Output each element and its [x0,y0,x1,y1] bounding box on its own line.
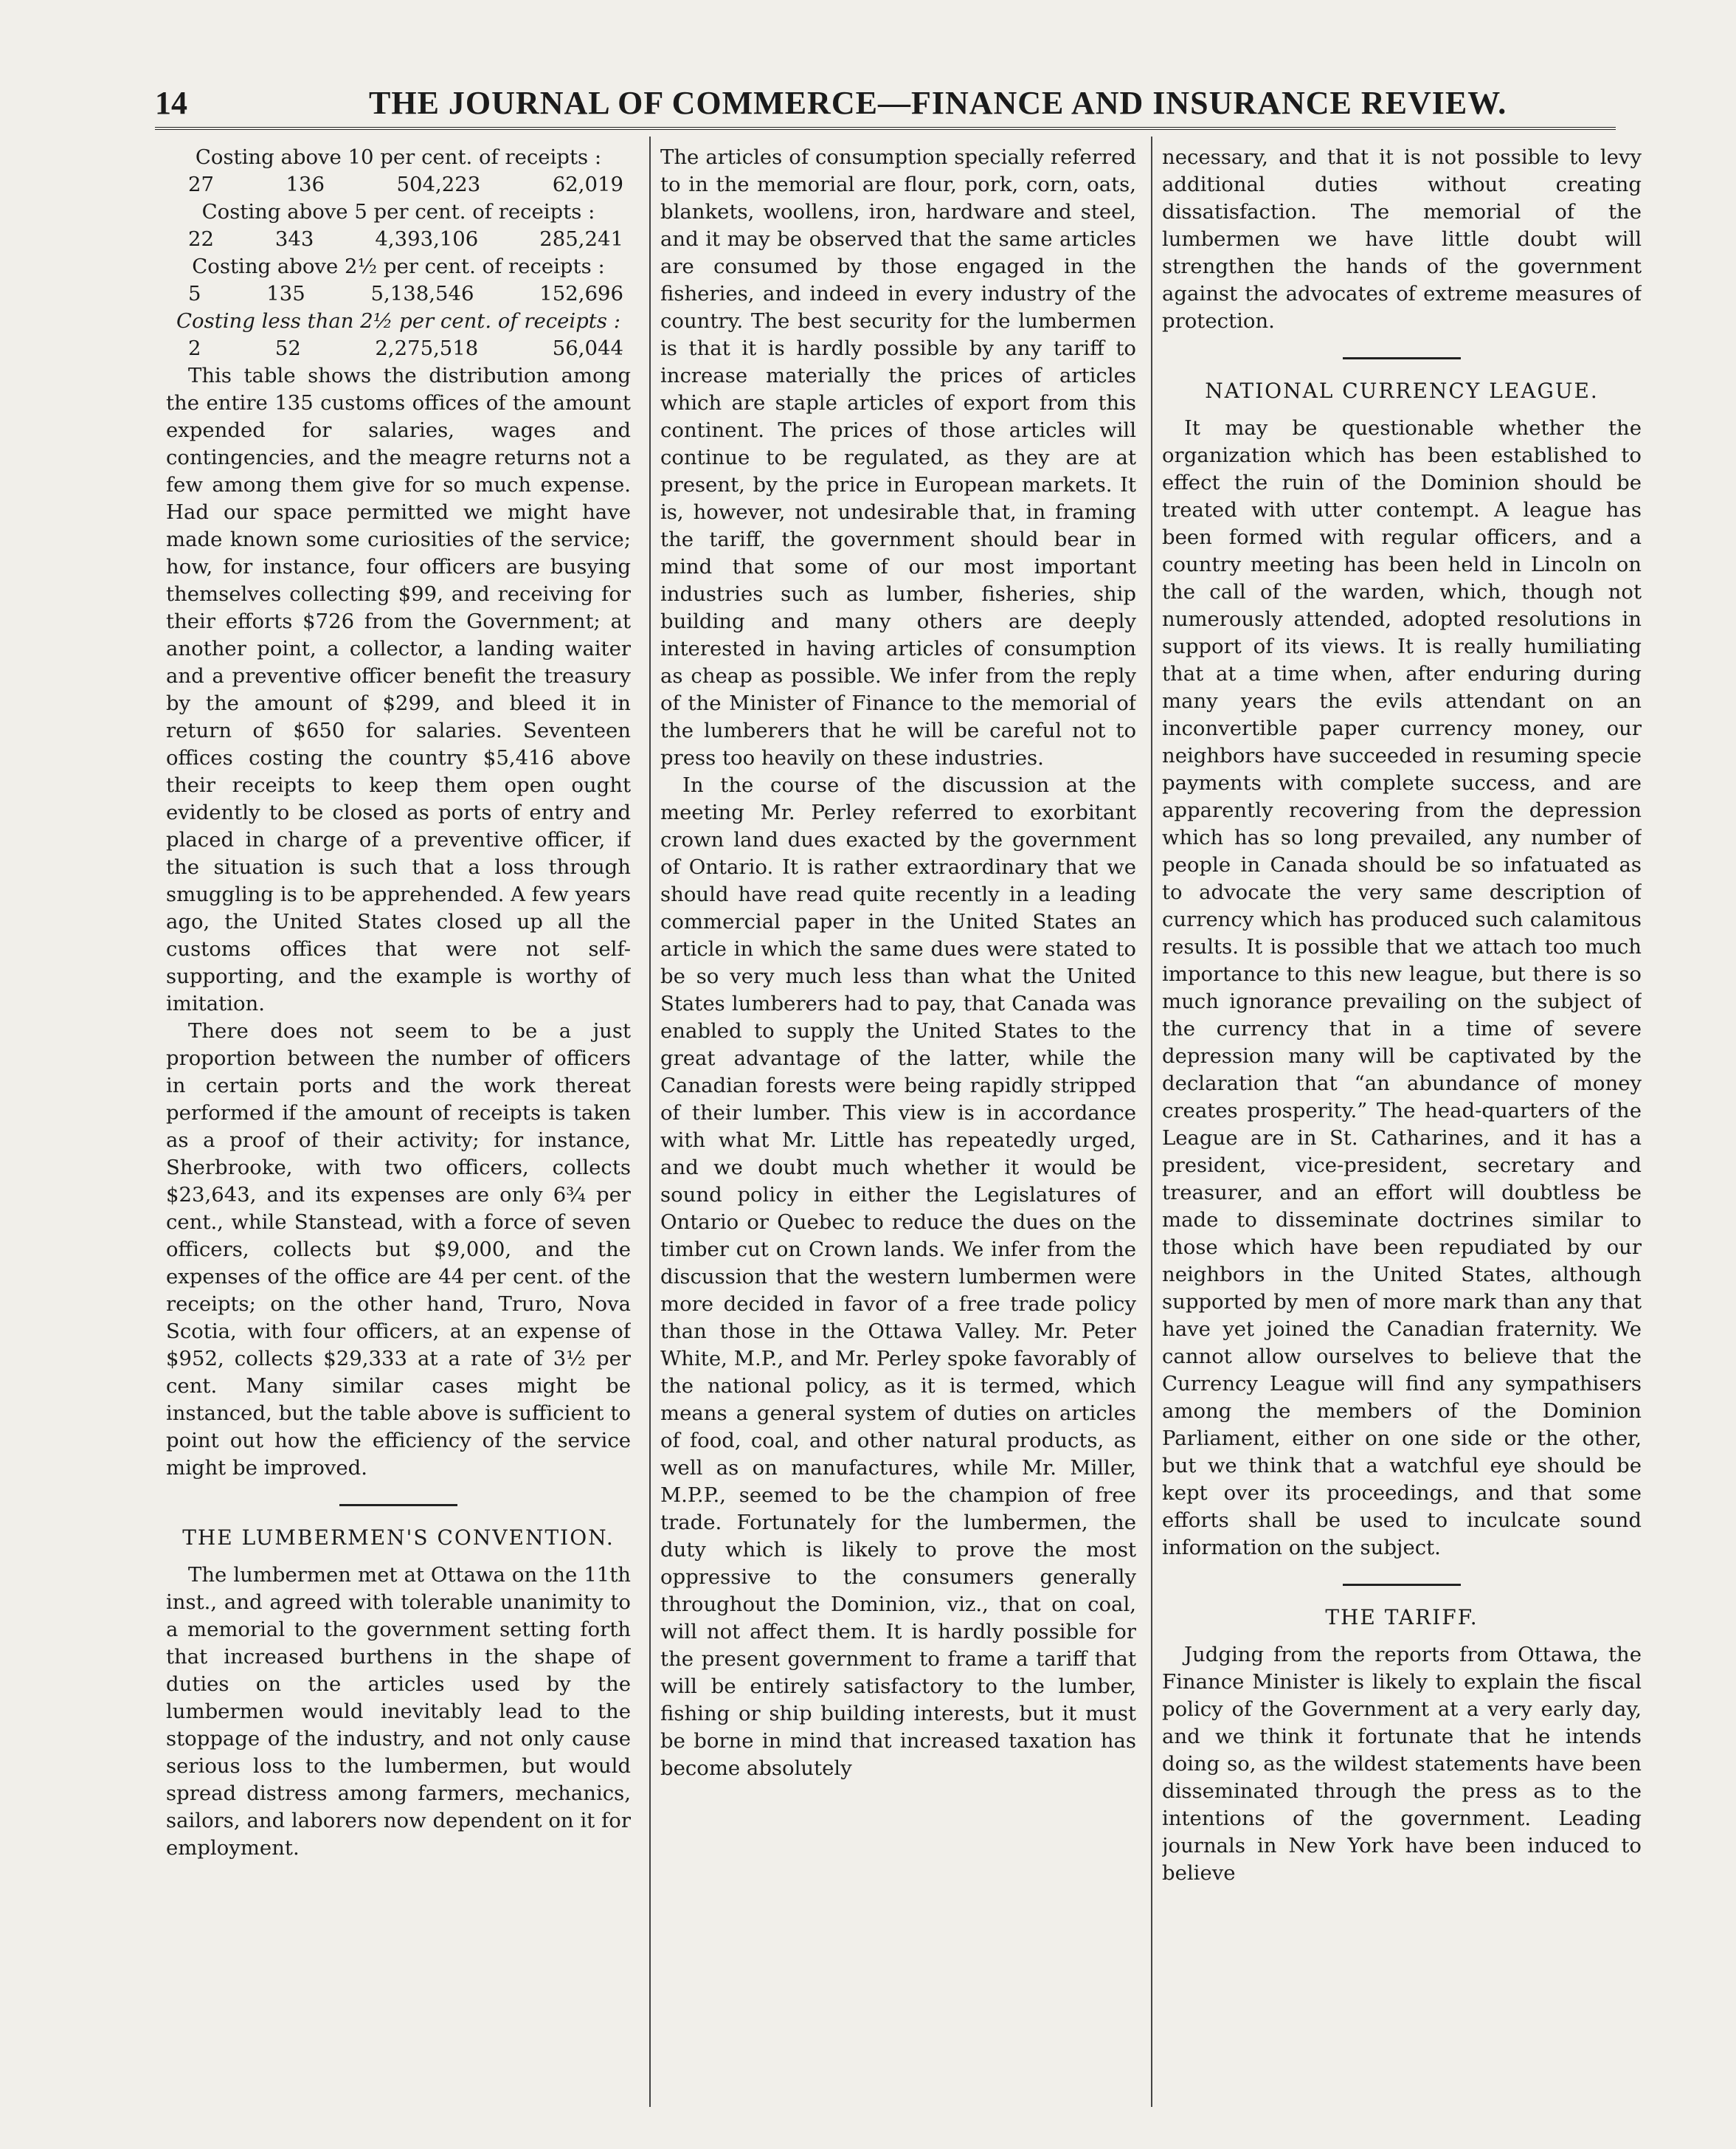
table-cell: 152,696 [539,282,623,306]
section-heading: THE LUMBERMEN'S CONVENTION. [182,1525,615,1550]
column-2 [660,144,1136,2136]
table-caption: Costing less than 2½ per cent. of receipts : [176,309,620,333]
table-cell: 5 [188,282,201,306]
paragraph: The articles of consumption specially referred to in the memorial are flour, pork, corn, oats, blankets, woollens, iron, hardware and steel, and it may be observed that the same articles are consumed by those engaged in the fisheries, and indeed in every industry of the country. The best security for the lumbermen is that it is hardly possible by any tariff to increase materially the prices of articles which are staple articles of export from this continent. The prices of those articles will continue to be regulated, as they are at present, by the price in European markets. It is, however, not undesirable that, in framing the tariff, the government should bear in mind that some of our most important industries such as lumber, fisheries, ship building and many others are deeply interested in having articles of consumption as cheap as possible. We infer from the reply of the Minister of Finance to the memorial of the lumberers that he will be careful not to press too heavily on these industries. [660,145,1136,770]
table-cell: 136 [286,173,325,196]
table-row [166,335,631,362]
page-header [148,80,1594,124]
journal-title: THE JOURNAL OF COMMERCE—FINANCE AND INSURANCE REVIEW. [369,85,1507,121]
section-heading: THE TARIFF. [1325,1605,1479,1629]
paragraph: It may be questionable whether the organization which has been established to effect the ruin of the Dominion should be treated with utter contempt. A league has been formed with regular officers, and a country meeting has been held in Lincoln on the call of the warden, which, though not numerously attended, adopted resolutions in support of its views. It is really humiliating that at a time when, after enduring during many years the evils attendant on an inconvertible paper currency money, our neighbors have succeeded in resuming specie payments with complete success, and are apparently recovering from the depression which has so long prevailed, any number of people in Canada should be so infatuated as to advocate the very same description of currency which has produced such calamitous results. It is possible that we attach too much importance to this new league, but there is so much ignorance prevailing on the subject of the currency that in a time of severe depression many will be captivated by the declaration that “an abundance of money creates prosperity.” The head-quarters of the League are in St. Catharines, and it has a president, vice-president, secretary and treasurer, and an effort will doubtless be made to disseminate doctrines similar to those which have been repudiated by our neighbors in the United States, although supported by men of more mark than any that have yet joined the Canadian fraternity. We cannot allow ourselves to believe that the Currency League will find any sympathisers among the members of the Dominion Parliament, either on one side or the other, but we think that a watchful eye should be kept over its proceedings, and that some efforts shall be used to inculcate sound information on the subject. [1162,416,1642,1559]
table-caption: Costing above 5 per cent. of receipts : [201,200,595,224]
table-cell: 62,019 [552,173,623,196]
paragraph: The lumbermen met at Ottawa on the 11th inst., and agreed with tolerable unanimity to a memorial to the government setting forth that increased burthens in the shape of duties on the articles used by the lumbermen would inevitably lead to the stoppage of the industry, and not only cause serious loss to the lumbermen, but would spread distress among farmers, mechanics, sailors, and laborers now dependent on it for employment. [166,1563,631,1860]
table-cell: 135 [266,282,305,306]
table-row [166,171,631,199]
table-cell: 2,275,518 [375,337,479,360]
column-divider-2 [1151,137,1152,2107]
section-divider [1343,357,1461,359]
column-3 [1162,144,1642,2136]
table-cell: 5,138,546 [370,282,474,306]
table-caption: Costing above 10 per cent. of receipts : [195,145,602,169]
table-cell: 343 [274,227,314,251]
table-cell: 2 [188,337,201,360]
paragraph: Judging from the reports from Ottawa, the Finance Minister is likely to explain the fiscal policy of the Government at a very early day, and we think it fortunate that he intends doing so, as the wildest statements have been disseminated through the press as to the intentions of the government. Leading journals in New York have been induced to believe [1162,1643,1642,1885]
table-cell: 27 [188,173,214,196]
receipts-table [166,144,631,362]
header-rule [155,127,1616,133]
table-cell: 4,393,106 [375,227,479,251]
table-cell: 22 [188,227,214,251]
column-divider-1 [649,137,651,2107]
table-cell: 56,044 [552,337,623,360]
paragraph: In the course of the discussion at the meeting Mr. Perley referred to exorbitant crown land dues exacted by the government of Ontario. It is rather extraordinary that we should have read quite recently in a leading commercial paper in the United States an article in which the same dues were stated to be so very much less than what the United States lumberers had to pay, that Canada was enabled to supply the United States to the great advantage of the latter, while the Canadian forests were being rapidly stripped of their lumber. This view is in accordance with what Mr. Little has repeatedly urged, and we doubt much whether it would be sound policy in either the Legislatures of Ontario or Quebec to reduce the dues on the timber cut on Crown lands. We infer from the discussion that the western lumbermen were more decided in favor of a free trade policy than those in the Ottawa Valley. Mr. Peter White, M.P., and Mr. Perley spoke favorably of the national policy, as it is termed, which means a general system of duties on articles of food, coal, and other natural products, as well as on manufactures, while Mr. Miller, M.P.P., seemed to be the champion of free trade. Fortunately for the lumbermen, the duty which is likely to prove the most oppressive to the consumers generally throughout the Dominion, viz., that on coal, will not affect them. It is hardly possible for the present government to frame a tariff that will be entirely satisfactory to the lumber, fishing or ship building interests, but it must be borne in mind that increased taxation has become absolutely [660,773,1136,1780]
table-caption: Costing above 2½ per cent. of receipts : [192,255,605,278]
table-cell: 52 [274,337,301,360]
table-cell: 504,223 [396,173,481,196]
paragraph: necessary, and that it is not possible to levy additional duties without creating dissatisfaction. The memorial of the lumbermen we have little doubt will strengthen the hands of the government against the advocates of extreme measures of protection. [1162,145,1642,333]
table-row [166,280,631,308]
paragraph: This table shows the distribution among the entire 135 customs offices of the amount expended for salaries, wages and contingencies, and the meagre returns not a few among them give for so much expense. Had our space permitted we might have made known some curiosities of the service; how, for instance, four officers are busying themselves collecting $99, and receiving for their efforts $726 from the Government; at another point, a collector, a landing waiter and a preventive officer benefit the treasury by the amount of $299, and bleed it in return of $650 for salaries. Seventeen offices costing the country $5,416 above their receipts to keep them open ought evidently to be closed as ports of entry and placed in charge of a preventive officer, if the situation is such that a loss through smuggling is to be apprehended. A few years ago, the United States closed up all the customs offices that were not self-supporting, and the example is worthy of imitation. [166,364,631,1015]
paragraph: There does not seem to be a just proportion between the number of officers in certain ports and the work thereat performed if the amount of receipts is taken as a proof of their activity; for instance, Sherbrooke, with two officers, collects $23,643, and its expenses are only 6¾ per cent., while Stanstead, with a force of seven officers, collects but $9,000, and the expenses of the office are 44 per cent. of the receipts; on the other hand, Truro, Nova Scotia, with four officers, at an expense of $952, collects $29,333 at a rate of 3½ per cent. Many similar cases might be instanced, but the table above is sufficient to point out how the efficiency of the service might be improved. [166,1019,631,1480]
section-divider [1343,1584,1461,1586]
table-cell: 285,241 [539,227,623,251]
table-row [166,226,631,253]
section-heading: NATIONAL CURRENCY LEAGUE. [1205,379,1599,403]
page-number: 14 [155,85,187,121]
column-1 [166,144,631,2136]
section-divider [339,1504,457,1506]
